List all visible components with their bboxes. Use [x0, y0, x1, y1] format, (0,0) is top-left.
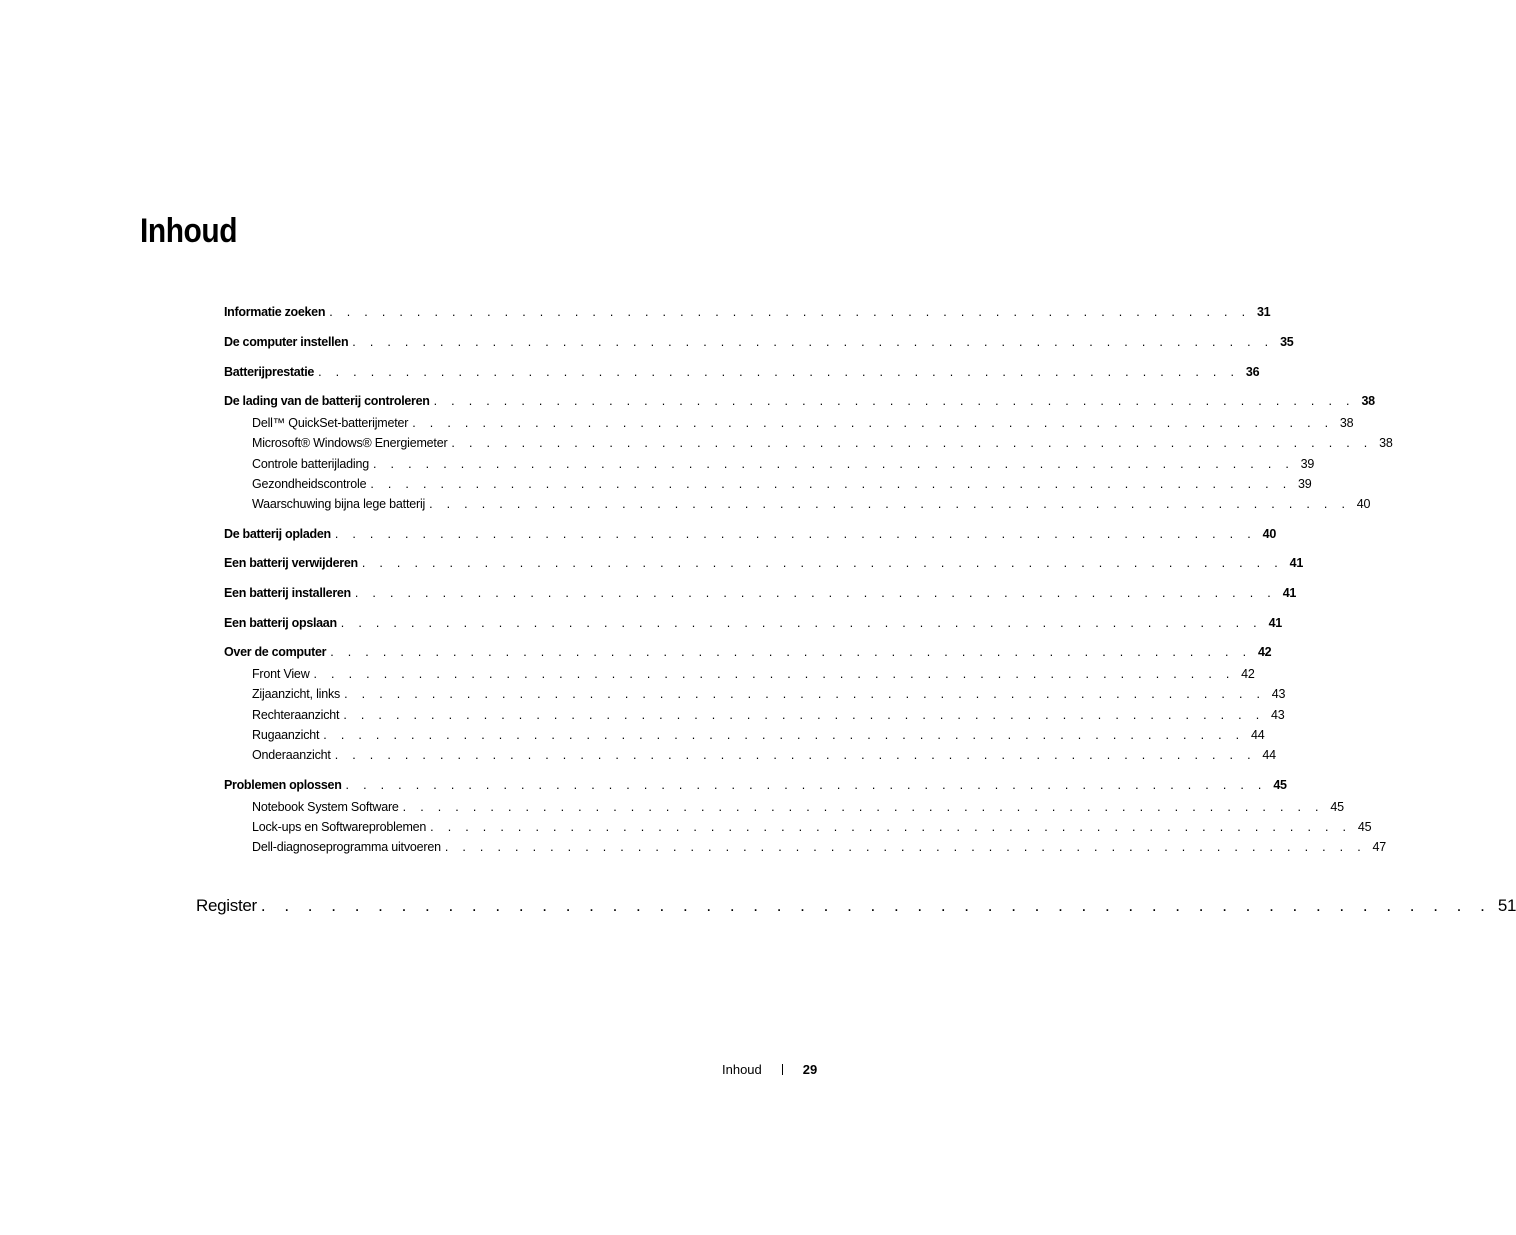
toc-subentry[interactable] [252, 435, 1393, 451]
toc-entry-page: 38 [1379, 436, 1393, 450]
toc-entry-page: 42 [1258, 645, 1272, 659]
toc-entry-label: Lock-ups en Softwareproblemen [252, 820, 427, 834]
toc-entry-page: 40 [1356, 497, 1371, 511]
toc-entry-label: Een batterij verwijderen [224, 556, 358, 570]
toc-entry[interactable] [224, 644, 1272, 660]
toc-leader: . . . . . . . . . . . . . . . . . . . . . . . . . . . . . . . . . . . . . . . . . . . . . . . . . . . . . [345, 778, 1267, 792]
toc-subentry[interactable] [252, 747, 1276, 763]
toc-entry[interactable] [224, 777, 1287, 793]
toc-entry-page: 41 [1268, 616, 1282, 630]
toc-subentry[interactable] [252, 456, 1315, 472]
toc-entry-page: 45 [1330, 800, 1344, 814]
toc-leader: . . . . . . . . . . . . . . . . . . . . . . . . . . . . . . . . . . . . . . . . . . . . . . . . . . . . . [340, 616, 1262, 630]
toc-leader: . . . . . . . . . . . . . . . . . . . . . . . . . . . . . . . . . . . . . . . . . . . . . . . . . . . . . [318, 365, 1240, 379]
toc-entry-label: Een batterij opslaan [224, 616, 337, 630]
footer-divider [782, 1064, 783, 1075]
toc-entry[interactable] [224, 615, 1282, 631]
toc-subentry[interactable] [252, 415, 1354, 431]
toc-entry-page: 43 [1271, 687, 1286, 701]
toc-leader: . . . . . . . . . . . . . . . . . . . . . . . . . . . . . . . . . . . . . . . . . . . . . . . . . . . . . [433, 394, 1355, 408]
toc-entry-label: Batterijprestatie [224, 365, 315, 379]
toc-leader: . . . . . . . . . . . . . . . . . . . . . . . . . . . . . . . . . . . . . . . . . . . . . . . . . . . . . [370, 477, 1292, 491]
toc-entry-label: Register [196, 896, 257, 915]
toc-entry-page: 47 [1372, 840, 1386, 854]
toc-entry-label: Notebook System Software [252, 800, 399, 814]
toc-entry[interactable] [224, 364, 1260, 380]
toc-entry[interactable] [224, 304, 1271, 320]
toc-entry-label: Gezondheidscontrole [252, 477, 367, 491]
toc-subentry[interactable] [252, 799, 1344, 815]
toc-entry-label: Problemen oplossen [224, 778, 342, 792]
toc-leader: . . . . . . . . . . . . . . . . . . . . . . . . . . . . . . . . . . . . . . . . . . . . . . . . . . . . . [334, 748, 1256, 762]
toc-entry-label: Een batterij installeren [224, 586, 351, 600]
toc-entry-label: Dell-diagnoseprogramma uitvoeren [252, 840, 441, 854]
page-title: Inhoud [140, 212, 238, 250]
toc-subentry[interactable] [252, 496, 1371, 512]
toc-entry[interactable] [224, 585, 1297, 601]
toc-entry-label: Dell™ QuickSet-batterijmeter [252, 416, 409, 430]
toc-leader: . . . . . . . . . . . . . . . . . . . . . . . . . . . . . . . . . . . . . . . . . . . . . . . . . . . . . [429, 497, 1351, 511]
toc-entry-page: 39 [1300, 457, 1315, 471]
toc-subentry[interactable] [252, 727, 1265, 743]
toc-leader: . . . . . . . . . . . . . . . . . . . . . . . . . . . . . . . . . . . . . . . . . . . . . . . . . . . . . [451, 436, 1373, 450]
toc-entry[interactable] [224, 334, 1294, 350]
toc-entry-label: Onderaanzicht [252, 748, 331, 762]
toc-entry-label: Rugaanzicht [252, 728, 320, 742]
toc-leader: . . . . . . . . . . . . . . . . . . . . . . . . . . . . . . . . . . . . . . . . . . . . . . . . . . . . . [323, 728, 1245, 742]
toc-register-entry[interactable] [196, 896, 1516, 916]
toc-entry-page: 44 [1262, 748, 1276, 762]
toc-entry-page: 42 [1241, 667, 1255, 681]
toc-entry-page: 41 [1289, 556, 1303, 570]
toc-leader: . . . . . . . . . . . . . . . . . . . . . . . . . . . . . . . . . . . . . . . . . . . . . . . . . . . . . [344, 687, 1266, 701]
footer-page-number: 29 [802, 1062, 818, 1077]
toc-leader: . . . . . . . . . . . . . . . . . . . . . . . . . . . . . . . . . . . . . . . . . . . . . . . . . . . . . [354, 586, 1277, 600]
page-footer [722, 1062, 817, 1077]
toc-entry-page: 41 [1282, 586, 1297, 600]
toc-entry-page: 51 [1497, 896, 1516, 915]
toc-leader: . . . . . . . . . . . . . . . . . . . . . . . . . . . . . . . . . . . . . . . . . . . . . . . . . . . . . [313, 667, 1235, 681]
toc-entry-label: Controle batterijlading [252, 457, 370, 471]
toc-leader: . . . . . . . . . . . . . . . . . . . . . . . . . . . . . . . . . . . . . . . . . . . . . . . . . . . . . [329, 305, 1251, 319]
toc-entry-label: De batterij opladen [224, 527, 331, 541]
toc-entry-page: 45 [1357, 820, 1372, 834]
toc-subentry[interactable] [252, 707, 1285, 723]
toc-leader: . . . . . . . . . . . . . . . . . . . . . . . . . . . . . . . . . . . . . . . . . . . . . . . . . . . . . [373, 457, 1295, 471]
toc-entry[interactable] [224, 555, 1303, 571]
toc-entry-label: Rechteraanzicht [252, 708, 340, 722]
toc-subentry[interactable] [252, 476, 1312, 492]
toc-leader: . . . . . . . . . . . . . . . . . . . . . . . . . . . . . . . . . . . . . . . . . . . . . . . . . . . . . [334, 527, 1256, 541]
toc-leader: . . . . . . . . . . . . . . . . . . . . . . . . . . . . . . . . . . . . . . . . . . . . . . . . . . . . . [412, 416, 1334, 430]
toc-leader: . . . . . . . . . . . . . . . . . . . . . . . . . . . . . . . . . . . . . . . . . . . . . . . . . . . . . [352, 335, 1274, 349]
toc-leader: . . . . . . . . . . . . . . . . . . . . . . . . . . . . . . . . . . . . . . . . . . . . . . . . . . . . . [343, 708, 1265, 722]
toc-entry-page: 39 [1297, 477, 1312, 491]
toc-leader: . . . . . . . . . . . . . . . . . . . . . . . . . . . . . . . . . . . . . . . . . . . . . . . . . . . . . [402, 800, 1324, 814]
toc-subentry[interactable] [252, 839, 1386, 855]
toc-entry-label: De computer instellen [224, 335, 349, 349]
toc-leader: . . . . . . . . . . . . . . . . . . . . . . . . . . . . . . . . . . . . . . . . . . . . . . . . . . . . . [330, 645, 1252, 659]
toc-subentry[interactable] [252, 686, 1286, 702]
toc-entry-page: 45 [1273, 778, 1287, 792]
toc-entry[interactable] [224, 393, 1375, 409]
footer-section-name: Inhoud [722, 1062, 762, 1077]
toc-entry-page: 35 [1280, 335, 1294, 349]
toc-entry[interactable] [224, 526, 1276, 542]
toc-entry-page: 31 [1257, 305, 1271, 319]
toc-entry-label: Microsoft® Windows® Energiemeter [252, 436, 448, 450]
toc-entry-page: 38 [1339, 416, 1354, 430]
toc-subentry[interactable] [252, 666, 1255, 682]
toc-entry-page: 44 [1250, 728, 1265, 742]
toc-leader: . . . . . . . . . . . . . . . . . . . . . . . . . . . . . . . . . . . . . . . . . . . . . . . . . . . . . [430, 820, 1352, 834]
toc-leader: . . . . . . . . . . . . . . . . . . . . . . . . . . . . . . . . . . . . . . . . . . . . . . . . . . . . . [444, 840, 1366, 854]
toc-entry-label: De lading van de batterij controleren [224, 394, 430, 408]
toc-subentry[interactable] [252, 819, 1372, 835]
toc-entry-page: 43 [1270, 708, 1285, 722]
toc-entry-page: 40 [1262, 527, 1276, 541]
toc-leader: . . . . . . . . . . . . . . . . . . . . . . . . . . . . . . . . . . . . . . . . . . . . . . . . . . . . . [361, 556, 1283, 570]
toc-leader: . . . . . . . . . . . . . . . . . . . . . . . . . . . . . . . . . . . . . . . . . . . . . . . . . . . . . [260, 896, 1492, 915]
toc-entry-label: Informatie zoeken [224, 305, 326, 319]
toc-entry-page: 36 [1245, 365, 1260, 379]
toc-entry-label: Over de computer [224, 645, 327, 659]
toc-entry-page: 38 [1361, 394, 1375, 408]
toc-entry-label: Zijaanzicht, links [252, 687, 341, 701]
toc-entry-label: Waarschuwing bijna lege batterij [252, 497, 426, 511]
toc-entry-label: Front View [252, 667, 310, 681]
